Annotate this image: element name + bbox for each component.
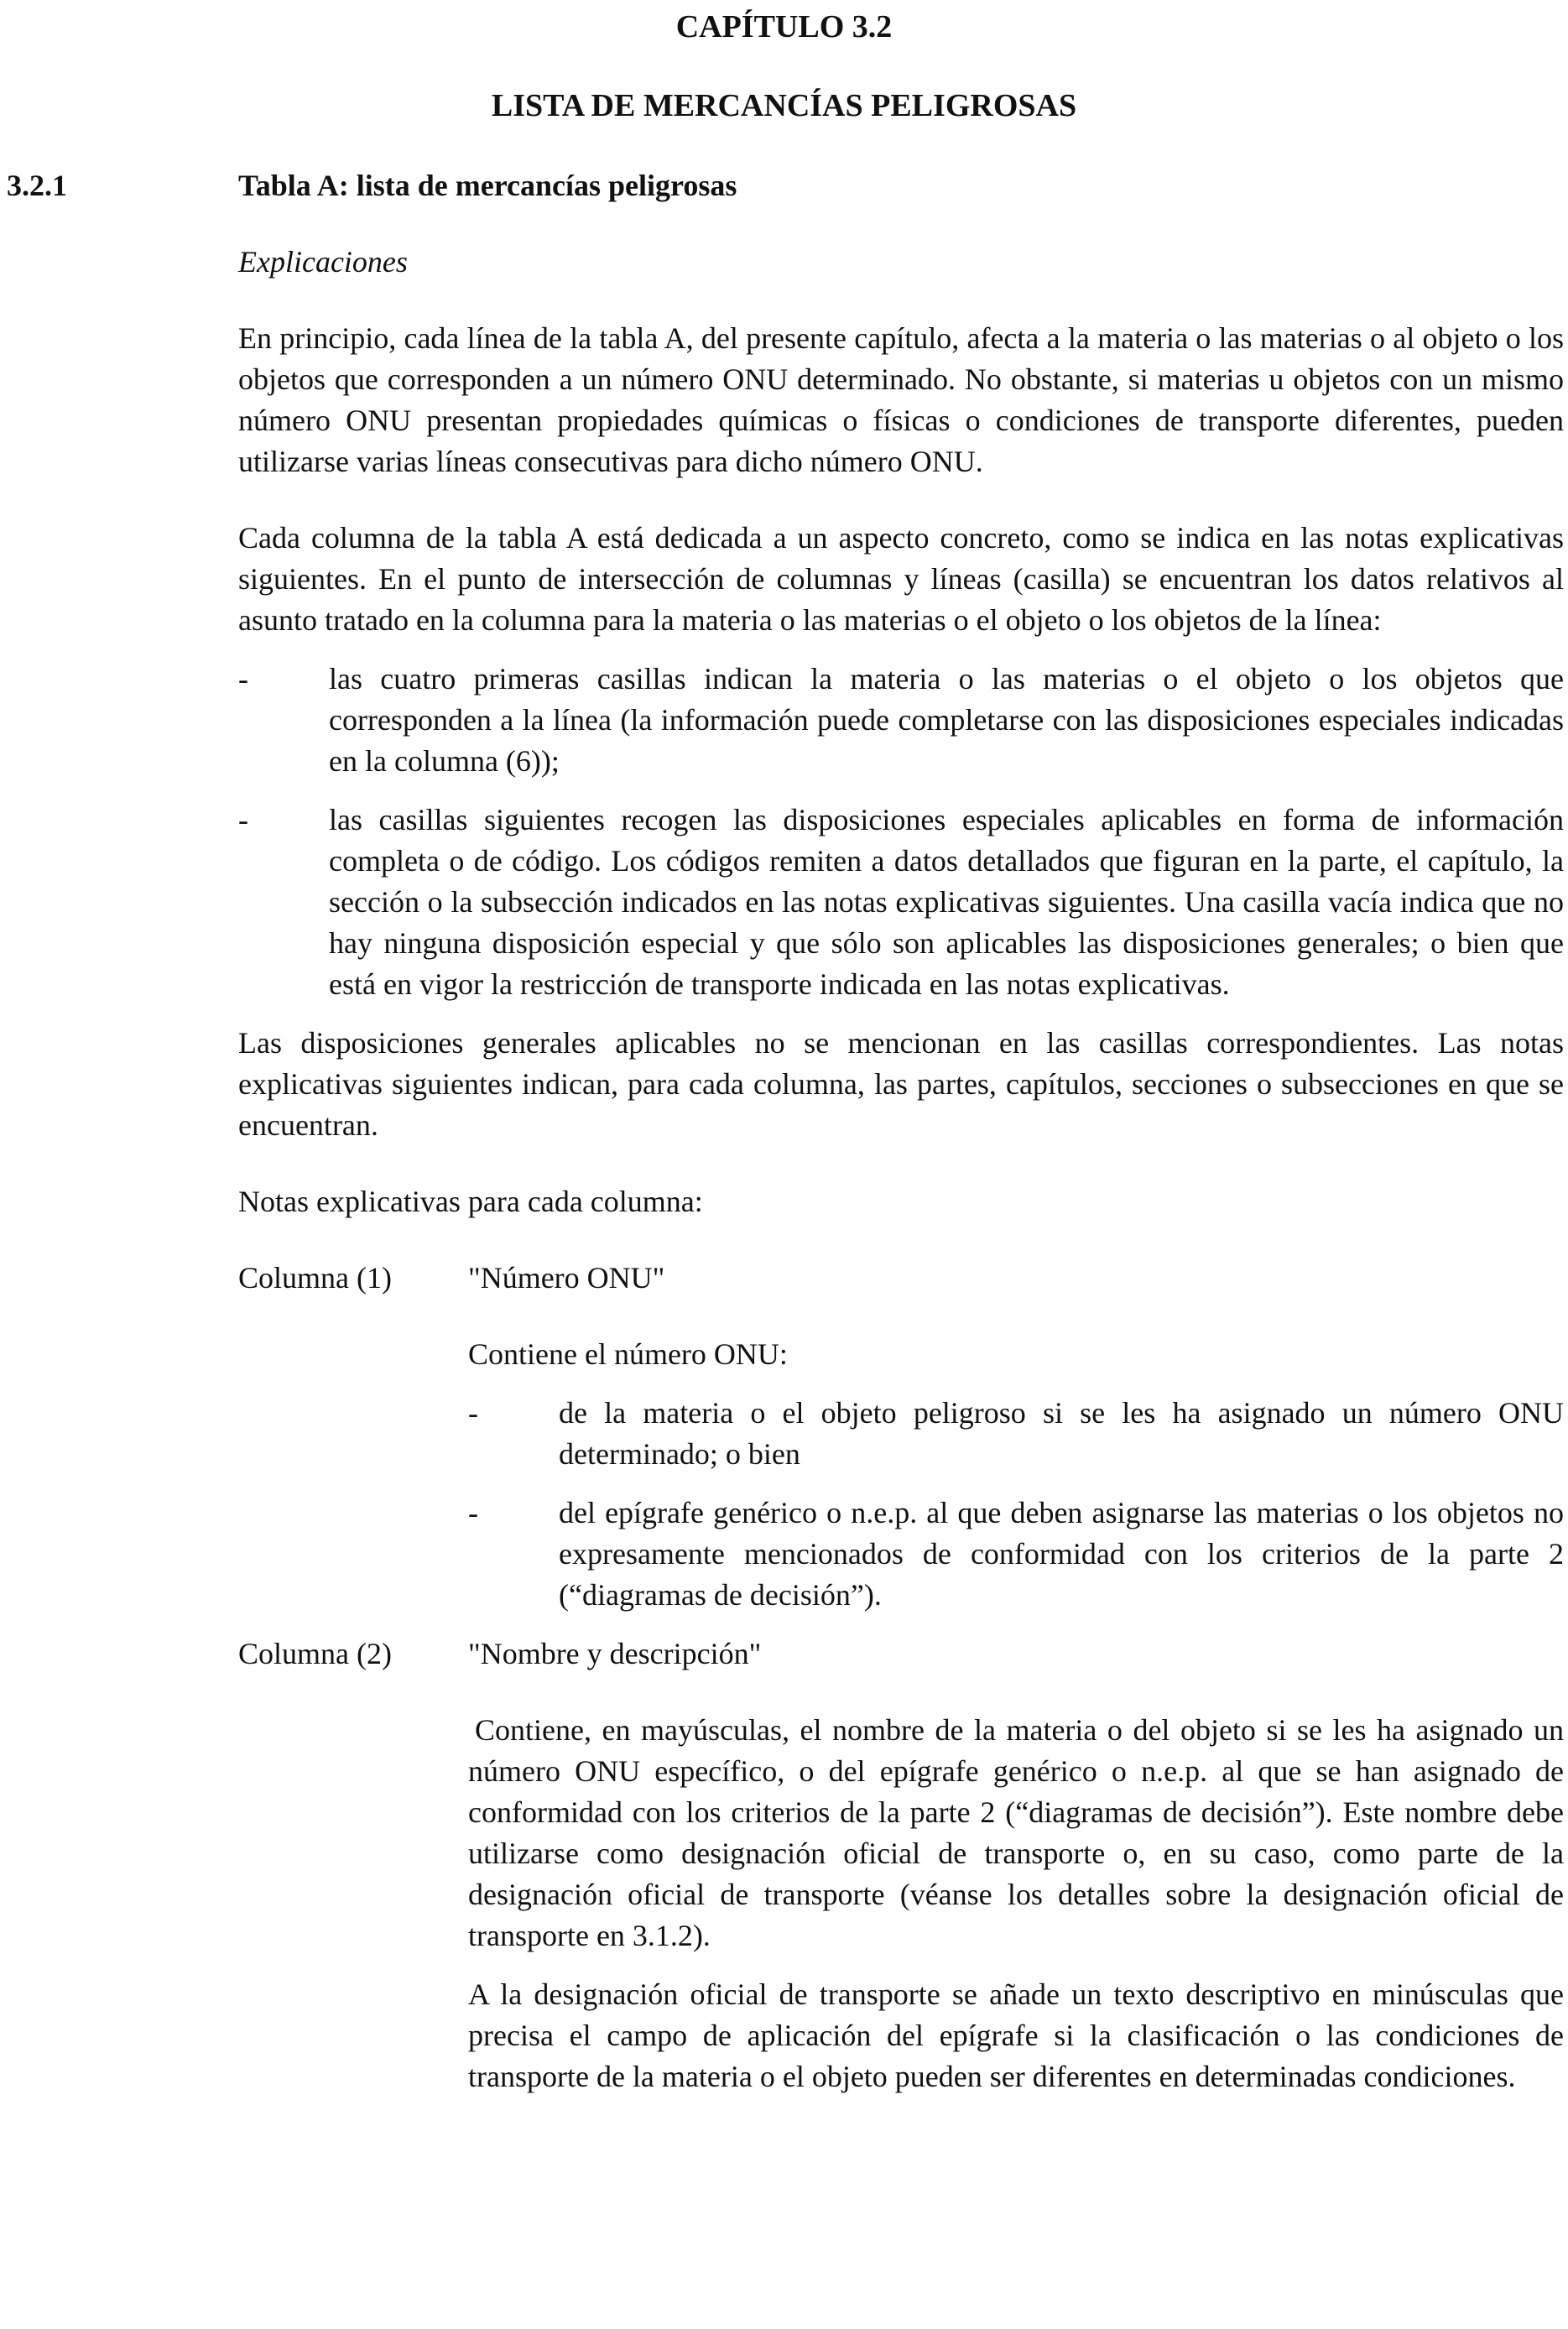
subheading: Explicaciones [238, 245, 408, 279]
column-label: Columna (2) [238, 1637, 392, 1670]
list-item [468, 1393, 1564, 1475]
bullet-dash: - [468, 1396, 478, 1430]
bullet-dash: - [468, 1496, 478, 1529]
list-item-text: de la materia o el objeto peligroso si se les ha asignado un número ONU determinado; o bien [559, 1396, 1564, 1471]
section-content [238, 242, 1564, 2133]
general-paragraph: Las disposiciones generales aplicables no se mencionan en las casillas correspondientes. Las notas explicativas siguientes indican, para cada columna, las partes, capítulos, secciones o subsecciones en que se encuentran. [238, 1026, 1564, 1142]
column-note-body [468, 1633, 1564, 2097]
list-item [238, 800, 1564, 1005]
column-paragraph: A la designación oficial de transporte se añade un texto descriptivo en minúsculas que precisa el campo de aplicación del epígrafe si la clasificación o las condiciones de transporte de la materia o el objeto pueden ser diferentes en determinadas condiciones. [468, 1977, 1564, 2093]
list-item [468, 1493, 1564, 1616]
bullet-dash: - [238, 662, 248, 696]
bullet-list [238, 659, 1564, 1005]
list-item-text: del epígrafe genérico o n.e.p. al que deben asignarse las materias o los objetos no expresamente mencionados de conformidad con los criterios de la parte 2 (“diagramas de decisión”). [559, 1496, 1564, 1612]
column-heading: "Nombre y descripción" [468, 1637, 762, 1670]
bullet-dash: - [238, 803, 248, 836]
column-heading: "Número ONU" [468, 1261, 665, 1295]
list-item [238, 659, 1564, 782]
column-note-2 [238, 1633, 1564, 2097]
paragraph: Cada columna de la tabla A está dedicada a un aspecto concreto, como se indica en las notas explicativas siguientes. En el punto de intersección de columnas y líneas (casilla) se encuentran los datos relativos al asunto tratado en la columna para la materia o las materias o el objeto o los objetos de la línea: [238, 521, 1564, 637]
column-intro: Contiene el número ONU: [468, 1337, 788, 1371]
column-note-body [468, 1258, 1564, 1616]
column-paragraph: Contiene, en mayúsculas, el nombre de la materia o del objeto si se les ha asignado un número ONU específico, o del epígrafe genérico o n.e.p. al que se han asignado de conformidad con los criterios de la parte 2 (“diagramas de decisión”). Este nombre debe utilizarse como designación oficial de transporte o, en su caso, como parte de la designación oficial de transporte (véanse los detalles sobre la designación oficial de transporte en 3.1.2). [468, 1713, 1564, 1952]
chapter-title: LISTA DE MERCANCÍAS PELIGROSAS [491, 88, 1077, 123]
notes-heading: Notas explicativas para cada columna: [238, 1185, 703, 1218]
section-title: Tabla A: lista de mercancías peligrosas [238, 169, 737, 202]
column-bullet-list [468, 1393, 1564, 1616]
section-number: 3.2.1 [7, 169, 67, 202]
chapter-number: CAPÍTULO 3.2 [675, 9, 893, 44]
column-label: Columna (1) [238, 1261, 392, 1295]
paragraph: En principio, cada línea de la tabla A, del presente capítulo, afecta a la materia o las materias o al objeto o los objetos que corresponden a un número ONU determinado. No obstante, si materias u objetos con un mismo número ONU presentan propiedades químicas o físicas o condiciones de transporte diferentes, pueden utilizarse varias líneas consecutivas para dicho número ONU. [238, 321, 1564, 478]
list-item-text: las casillas siguientes recogen las disposiciones especiales aplicables en forma de información completa o de código. Los códigos remiten a datos detallados que figuran en la parte, el capítulo, la sección o la subsección indicados en las notas explicativas siguientes. Una casilla vacía indica que no hay ninguna disposición especial y que sólo son aplicables las disposiciones generales; o bien que está en vigor la restricción de transporte indicada en las notas explicativas. [329, 803, 1564, 1001]
list-item-text: las cuatro primeras casillas indican la materia o las materias o el objeto o los objetos que corresponden a la línea (la información puede completarse con las disposiciones especiales indicadas en la columna (6)); [329, 662, 1564, 778]
column-note-1 [238, 1258, 1564, 1616]
